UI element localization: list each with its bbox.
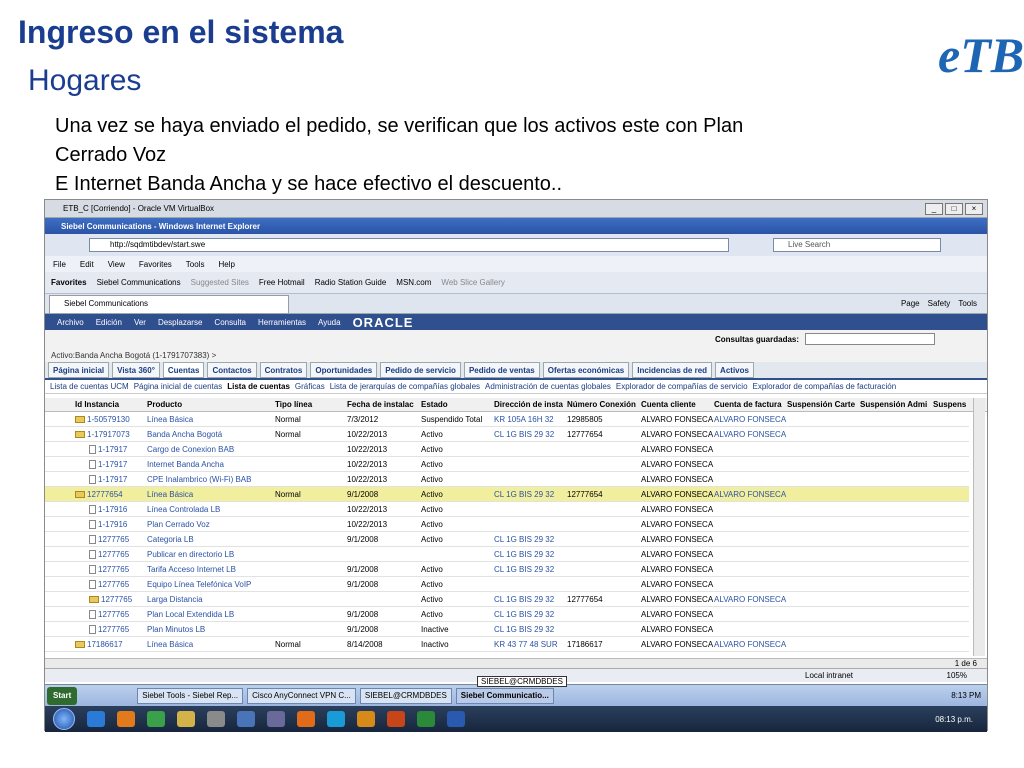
cell-producto[interactable]: CPE Inalambrico (Wi-Fi) BAB — [147, 475, 252, 484]
cell-cliente: ALVARO FONSECA — [641, 445, 714, 454]
screen-tab[interactable]: Oportunidades — [310, 362, 377, 378]
excel-icon[interactable] — [417, 711, 435, 727]
cell-id[interactable] — [89, 535, 147, 544]
asset-id-link[interactable]: 1-17917073 — [87, 430, 130, 439]
browser-tab[interactable]: Siebel Communications — [49, 295, 289, 313]
col-header[interactable]: Cuenta de factura — [714, 400, 782, 409]
etb-logo-icon — [936, 22, 1024, 84]
cell-estado: Activo — [421, 610, 443, 619]
cell-tipo: Normal — [275, 415, 301, 424]
taskbar-item-active[interactable]: Siebel Communicatio... — [456, 688, 554, 704]
page-menu[interactable]: Page — [900, 299, 920, 308]
cell-num: 12777654 — [567, 595, 603, 604]
ie-icon[interactable] — [87, 711, 105, 727]
document-icon — [89, 475, 96, 484]
svg-text:eTB: eTB — [938, 27, 1024, 83]
cell-dir[interactable]: CL 1G BIS 29 32 — [494, 625, 555, 634]
slide-description — [55, 112, 955, 199]
cell-estado: Activo — [421, 445, 443, 454]
cell-dir[interactable]: CL 1G BIS 29 32 — [494, 565, 555, 574]
table-row[interactable] — [45, 637, 969, 652]
record-count: 1 de 6 — [954, 659, 977, 668]
siebel-menubar — [45, 314, 987, 330]
cell-factura[interactable]: ALVARO FONSECA — [714, 640, 787, 649]
screen-tab[interactable]: Página inicial — [48, 362, 109, 378]
col-header[interactable]: Estado — [421, 400, 448, 409]
cell-cliente: ALVARO FONSECA — [641, 565, 714, 574]
cell-cliente: ALVARO FONSECA — [641, 475, 714, 484]
folder-icon — [75, 641, 85, 648]
cell-producto[interactable]: Categoria LB — [147, 535, 194, 544]
cell-estado: Activo — [421, 595, 443, 604]
cell-cliente: ALVARO FONSECA — [641, 640, 714, 649]
table-row[interactable] — [45, 592, 969, 607]
cell-estado: Activo — [421, 430, 443, 439]
folder-icon — [75, 431, 85, 438]
cell-estado: Suspendido Total — [421, 415, 483, 424]
cell-dir[interactable]: CL 1G BIS 29 32 — [494, 490, 555, 499]
breadcrumb-link[interactable]: Activo:Banda Ancha Bogotá (1-1791707383) > — [51, 350, 217, 360]
cell-num: 17186617 — [567, 640, 603, 649]
media-player-icon[interactable] — [117, 711, 135, 727]
cell-fecha: 9/1/2008 — [347, 535, 379, 544]
cell-id[interactable] — [75, 490, 147, 499]
cell-estado: Activo — [421, 565, 443, 574]
screen-tab[interactable]: Vista 360° — [112, 362, 160, 378]
cell-factura[interactable]: ALVARO FONSECA — [714, 415, 787, 424]
table-row[interactable] — [45, 457, 969, 472]
screen-tab[interactable]: Activos — [715, 362, 754, 378]
col-header[interactable]: Dirección de insta — [494, 400, 563, 409]
cell-cliente: ALVARO FONSECA — [641, 580, 714, 589]
cell-tipo: Normal — [275, 490, 301, 499]
vertical-scrollbar[interactable] — [973, 398, 985, 656]
windows-orb-icon[interactable] — [53, 708, 75, 730]
cell-dir[interactable]: CL 1G BIS 29 32 — [494, 610, 555, 619]
ie-tabbar — [45, 294, 987, 314]
asset-id-link[interactable]: 1-17916 — [98, 520, 128, 529]
cell-producto[interactable]: Plan Cerrado Voz — [147, 520, 210, 529]
breadcrumb — [45, 348, 987, 362]
cell-cliente: ALVARO FONSECA — [641, 550, 714, 559]
saved-queries-label: Consultas guardadas: — [715, 334, 800, 344]
cell-fecha: 9/1/2008 — [347, 490, 379, 499]
app-icon[interactable] — [237, 711, 255, 727]
col-header[interactable]: Cuenta cliente — [641, 400, 696, 409]
virtualbox-icon[interactable] — [267, 711, 285, 727]
document-icon — [89, 565, 96, 574]
ie-titlebar — [45, 218, 987, 234]
col-header[interactable]: Suspensión Carte — [787, 400, 856, 409]
cell-estado: Inactivo — [421, 640, 449, 649]
search-input[interactable]: Live Search — [773, 238, 941, 252]
cell-dir[interactable]: KR 43 77 48 SUR — [494, 640, 558, 649]
cell-factura[interactable]: ALVARO FONSECA — [714, 595, 787, 604]
cell-cliente: ALVARO FONSECA — [641, 490, 714, 499]
view-tab[interactable]: Gráficas — [294, 382, 325, 391]
screen-tabs — [45, 362, 987, 380]
oracle-logo: ORACLE — [352, 314, 414, 330]
zoom-level[interactable]: 105% — [946, 671, 967, 680]
cell-producto[interactable]: Línea Controlada LB — [147, 505, 221, 514]
cell-fecha: 7/3/2012 — [347, 415, 379, 424]
chrome-icon[interactable] — [147, 711, 165, 727]
menu-favorites[interactable]: Favorites — [138, 259, 172, 269]
view-tab[interactable]: Administración de cuentas globales — [485, 382, 611, 391]
cell-fecha: 9/1/2008 — [347, 610, 379, 619]
cell-tipo: Normal — [275, 430, 301, 439]
col-header[interactable]: Suspens — [933, 400, 967, 409]
cell-id[interactable] — [89, 610, 147, 619]
powerpoint-icon[interactable] — [387, 711, 405, 727]
saved-queries-select[interactable] — [805, 333, 935, 345]
cell-num: 12777654 — [567, 430, 603, 439]
asset-id-link[interactable]: 1-50579130 — [87, 415, 130, 424]
assets-table-body — [45, 412, 969, 656]
slide-title: Ingreso en el sistema — [18, 14, 344, 50]
horizontal-scrollbar[interactable] — [45, 658, 987, 668]
cell-estado: Activo — [421, 460, 443, 469]
cell-estado: Activo — [421, 580, 443, 589]
asset-id-link[interactable]: 1277765 — [98, 535, 130, 544]
table-row[interactable] — [45, 412, 969, 427]
table-row[interactable] — [45, 472, 969, 487]
table-row[interactable] — [45, 532, 969, 547]
cell-fecha: 10/22/2013 — [347, 475, 388, 484]
cell-producto[interactable]: Internet Banda Ancha — [147, 460, 224, 469]
document-icon — [89, 505, 96, 514]
cell-estado: Activo — [421, 505, 443, 514]
cell-cliente: ALVARO FONSECA — [641, 595, 714, 604]
cell-fecha: 9/1/2008 — [347, 565, 379, 574]
folder-icon[interactable] — [177, 711, 195, 727]
cell-cliente: ALVARO FONSECA — [641, 505, 714, 514]
view-tab-active[interactable]: Lista de cuentas — [227, 382, 290, 391]
table-row[interactable] — [45, 427, 969, 442]
cell-estado: Inactive — [421, 625, 449, 634]
close-button[interactable]: × — [965, 203, 983, 215]
cell-dir[interactable]: CL 1G BIS 29 32 — [494, 550, 555, 559]
cell-producto[interactable]: Línea Básica — [147, 490, 194, 499]
cell-estado: Activo — [421, 520, 443, 529]
cell-id[interactable] — [89, 520, 147, 529]
document-icon — [89, 625, 96, 634]
menu-help[interactable]: Help — [218, 259, 235, 269]
view-tab[interactable]: Lista de cuentas UCM — [50, 382, 129, 391]
screen-tab[interactable]: Pedido de ventas — [464, 362, 540, 378]
cell-producto[interactable]: Equipo Línea Telefónica VoIP — [147, 580, 252, 589]
folder-icon — [75, 491, 85, 498]
table-row[interactable] — [45, 607, 969, 622]
safety-menu[interactable]: Safety — [927, 299, 951, 308]
view-tab[interactable]: Explorador de compañías de servicio — [615, 382, 748, 391]
fav-link[interactable]: Suggested Sites — [190, 278, 249, 287]
table-row[interactable] — [45, 562, 969, 577]
asset-id-link[interactable]: 1-17917 — [98, 475, 128, 484]
cell-estado: Activo — [421, 490, 443, 499]
saved-queries-bar — [45, 330, 987, 348]
cell-id[interactable] — [75, 430, 147, 439]
cell-id[interactable] — [75, 415, 147, 424]
col-header[interactable]: Número Conexión — [567, 400, 636, 409]
document-icon — [89, 520, 96, 529]
col-header[interactable]: Id Instancia — [75, 400, 120, 409]
xp-taskbar — [45, 684, 987, 706]
cell-id[interactable] — [89, 505, 147, 514]
cell-cliente: ALVARO FONSECA — [641, 520, 714, 529]
table-header — [45, 398, 987, 412]
cell-fecha: 9/1/2008 — [347, 580, 379, 589]
start-button[interactable]: Start — [47, 687, 77, 705]
table-row[interactable] — [45, 517, 969, 532]
cell-id[interactable] — [89, 475, 147, 484]
favorites-button[interactable]: Favorites — [51, 278, 87, 287]
asset-id-link[interactable]: 1277765 — [98, 565, 130, 574]
folder-icon — [75, 416, 85, 423]
cell-fecha: 9/1/2008 — [347, 625, 379, 634]
cell-id[interactable] — [75, 640, 147, 649]
cell-dir[interactable]: CL 1G BIS 29 32 — [494, 595, 555, 604]
taskbar-item[interactable]: SIEBEL@CRMDBDES — [360, 688, 452, 704]
table-row[interactable] — [45, 577, 969, 592]
firefox-icon[interactable] — [297, 711, 315, 727]
address-bar — [45, 234, 987, 256]
cell-producto[interactable]: Banda Ancha Bogotá — [147, 430, 223, 439]
cell-id[interactable] — [89, 595, 147, 604]
table-row[interactable] — [45, 442, 969, 457]
view-tab[interactable]: Explorador de compañías de facturación — [752, 382, 897, 391]
cell-id[interactable] — [89, 460, 147, 469]
cell-producto[interactable]: Tarifa Acceso Internet LB — [147, 565, 236, 574]
clock-outer: 08:13 p.m. — [935, 714, 973, 724]
maximize-button[interactable]: □ — [945, 203, 963, 215]
cell-num: 12985805 — [567, 415, 603, 424]
asset-id-link[interactable]: 1277765 — [98, 610, 130, 619]
tools-menu[interactable]: Tools — [958, 299, 977, 308]
siebel-menu-item[interactable]: Herramientas — [258, 317, 307, 327]
cell-id[interactable] — [89, 625, 147, 634]
document-icon — [89, 535, 96, 544]
description-line: Una vez se haya enviado el pedido, se verifican que los activos este con Plan — [55, 115, 744, 137]
cell-dir[interactable]: CL 1G BIS 29 32 — [494, 430, 555, 439]
view-tab[interactable]: Lista de jerarquías de compañías globales — [329, 382, 481, 391]
document-icon — [89, 460, 96, 469]
floating-session-label: SIEBEL@CRMDBDES — [477, 676, 567, 687]
screen-tab[interactable]: Pedido de servicio — [380, 362, 461, 378]
screen-tab[interactable]: Incidencias de red — [632, 362, 712, 378]
cell-fecha: 10/22/2013 — [347, 505, 388, 514]
cell-id[interactable] — [89, 550, 147, 559]
cell-cliente: ALVARO FONSECA — [641, 610, 714, 619]
word-icon[interactable] — [447, 711, 465, 727]
cell-factura[interactable]: ALVARO FONSECA — [714, 430, 787, 439]
url-input[interactable]: http://sqdmtibdev/start.swe — [89, 238, 729, 252]
siebel-menu-item[interactable]: Desplazarse — [157, 317, 203, 327]
cell-cliente: ALVARO FONSECA — [641, 625, 714, 634]
asset-id-link[interactable]: 1277765 — [101, 595, 133, 604]
fav-link[interactable]: Free Hotmail — [258, 278, 305, 287]
table-row[interactable] — [45, 547, 969, 562]
col-header[interactable]: Suspensión Admi — [860, 400, 928, 409]
clock-inner: 8:13 PM — [951, 691, 981, 700]
fav-link[interactable]: Radio Station Guide — [314, 278, 387, 287]
taskbar-item[interactable]: Siebel Tools - Siebel Rep... — [137, 688, 243, 704]
cell-estado: Activo — [421, 535, 443, 544]
asset-id-link[interactable]: 12777654 — [87, 490, 123, 499]
screen-tab[interactable]: Ofertas económicas — [543, 362, 629, 378]
zone-label: Local intranet — [805, 671, 854, 680]
cell-cliente: ALVARO FONSECA — [641, 430, 714, 439]
siebel-menu-item[interactable]: Consulta — [214, 317, 246, 327]
app-icon[interactable] — [357, 711, 375, 727]
cell-fecha: 8/14/2008 — [347, 640, 383, 649]
cell-producto[interactable]: Línea Básica — [147, 640, 194, 649]
menu-file[interactable]: File — [53, 259, 66, 269]
siebel-menu-item[interactable]: Archivo — [57, 317, 84, 327]
cell-estado: Activo — [421, 475, 443, 484]
minimize-button[interactable]: _ — [925, 203, 943, 215]
ie-title: Siebel Communications - Windows Internet Explorer — [61, 221, 261, 231]
document-icon — [89, 610, 96, 619]
fav-link[interactable]: MSN.com — [396, 278, 432, 287]
cell-cliente: ALVARO FONSECA — [641, 460, 714, 469]
table-row[interactable] — [45, 487, 969, 502]
cell-dir[interactable]: CL 1G BIS 29 32 — [494, 535, 555, 544]
table-row[interactable] — [45, 502, 969, 517]
fav-link[interactable]: Web Slice Gallery — [441, 278, 505, 287]
cell-producto[interactable]: Plan Minutos LB — [147, 625, 206, 634]
col-header[interactable]: Producto — [147, 400, 183, 409]
cell-fecha: 10/22/2013 — [347, 445, 388, 454]
virtualbox-titlebar — [45, 200, 987, 218]
asset-id-link[interactable]: 1277765 — [98, 625, 130, 634]
description-line: Cerrado Voz — [55, 144, 167, 166]
win7-taskbar — [45, 706, 987, 732]
app-icon[interactable] — [207, 711, 225, 727]
description-line: E Internet Banda Ancha y se hace efectivo el descuento.. — [55, 173, 563, 195]
cell-fecha: 10/22/2013 — [347, 460, 388, 469]
document-icon — [89, 580, 96, 589]
folder-icon — [89, 596, 99, 603]
cell-producto[interactable]: Cargo de Conexion BAB — [147, 445, 235, 454]
col-header[interactable]: Fecha de instalac — [347, 400, 414, 409]
cell-fecha: 10/22/2013 — [347, 430, 388, 439]
cell-cliente: ALVARO FONSECA — [641, 415, 714, 424]
siebel-menu-item[interactable]: Ayuda — [318, 317, 341, 327]
cell-fecha: 10/22/2013 — [347, 520, 388, 529]
menu-tools[interactable]: Tools — [185, 259, 205, 269]
siebel-menu-item[interactable]: Ver — [133, 317, 146, 327]
document-icon — [89, 550, 96, 559]
table-row[interactable] — [45, 622, 969, 637]
cell-id[interactable] — [89, 445, 147, 454]
cell-producto[interactable]: Publicar en directorio LB — [147, 550, 235, 559]
cell-producto[interactable]: Línea Básica — [147, 415, 194, 424]
asset-id-link[interactable]: 1-17917 — [98, 460, 128, 469]
asset-id-link[interactable]: 1-17916 — [98, 505, 128, 514]
menu-edit[interactable]: Edit — [79, 259, 94, 269]
view-tabs — [45, 380, 987, 394]
menu-view[interactable]: View — [107, 259, 125, 269]
cell-tipo: Normal — [275, 640, 301, 649]
view-tab[interactable]: Página inicial de cuentas — [133, 382, 223, 391]
taskbar-item[interactable]: Cisco AnyConnect VPN C... — [247, 688, 356, 704]
cell-factura[interactable]: ALVARO FONSECA — [714, 490, 787, 499]
screen-tab[interactable]: Contratos — [260, 362, 308, 378]
siebel-menu-item[interactable]: Edición — [95, 317, 122, 327]
col-header[interactable]: Tipo línea — [275, 400, 313, 409]
document-icon — [89, 445, 96, 454]
asset-id-link[interactable]: 1277765 — [98, 580, 130, 589]
cell-id[interactable] — [89, 565, 147, 574]
asset-id-link[interactable]: 17186617 — [87, 640, 123, 649]
cell-num: 12777654 — [567, 490, 603, 499]
cell-dir[interactable]: KR 105A 16H 32 — [494, 415, 554, 424]
screen-tab-active[interactable]: Cuentas — [163, 362, 205, 378]
screen-tab[interactable]: Contactos — [207, 362, 256, 378]
fav-link[interactable]: Siebel Communications — [96, 278, 181, 287]
ie-menubar — [45, 256, 987, 272]
asset-id-link[interactable]: 1-17917 — [98, 445, 128, 454]
asset-id-link[interactable]: 1277765 — [98, 550, 130, 559]
cell-producto[interactable]: Plan Local Extendida LB — [147, 610, 235, 619]
skype-icon[interactable] — [327, 711, 345, 727]
favorites-bar — [45, 272, 987, 294]
cell-producto[interactable]: Larga Distancia — [147, 595, 203, 604]
virtualbox-title: ETB_C [Corriendo] - Oracle VM VirtualBox — [63, 204, 215, 213]
screenshot-frame — [44, 199, 988, 731]
cell-cliente: ALVARO FONSECA — [641, 535, 714, 544]
slide-subtitle: Hogares — [28, 64, 142, 97]
cell-id[interactable] — [89, 580, 147, 589]
